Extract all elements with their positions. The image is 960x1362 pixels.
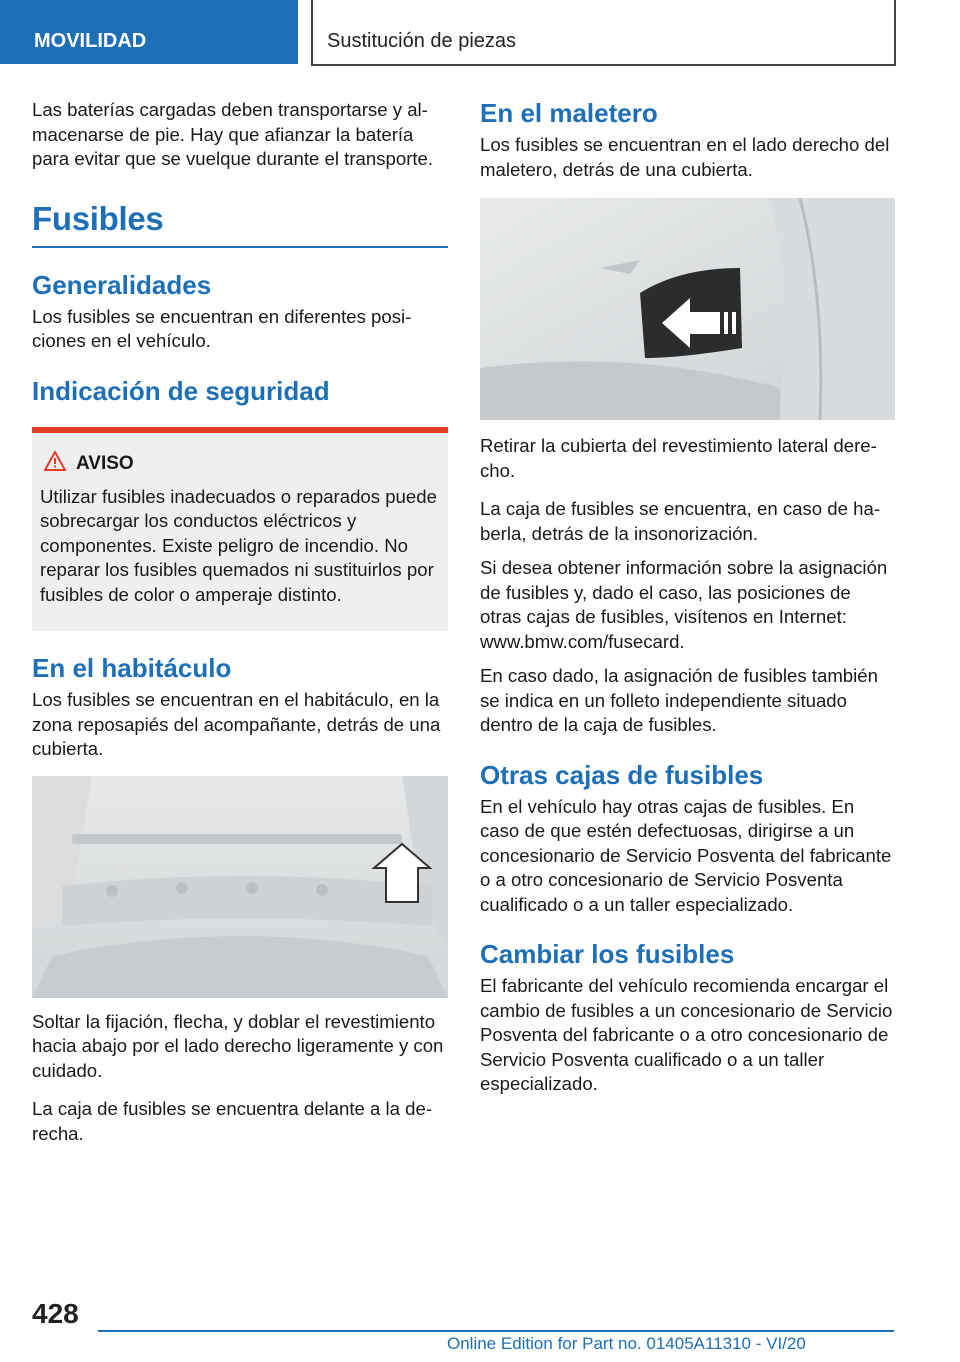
fusibles-heading: Fusibles xyxy=(32,200,448,248)
otras-heading: Otras cajas de fusibles xyxy=(480,759,764,790)
habitaculo-step2: La caja de fusibles se encuentra delante a la derecha. xyxy=(32,1098,433,1144)
warning-text: Utilizar fusibles inadecuados o reparados puede sobrecargar los conductos eléctricos y componentes. Existe peligro de incendio. No reparar los fusibles quemados ni sustituirlos por fusibles de color o amperaje distinto. xyxy=(40,485,437,605)
warning-box xyxy=(32,427,448,632)
warning-triangle-icon xyxy=(44,451,66,477)
cambiar-text: El fabricante del vehículo recomienda encargar el cambio de fusibles a un concesionario de Servicio Posventa del fabricante o a otro concesionario de Servicio Posventa cualificado o a un taller especializado. xyxy=(480,975,893,1094)
footwell-fuse-image xyxy=(32,776,448,998)
warning-header xyxy=(40,451,440,477)
maletero-heading: En el maletero xyxy=(480,98,658,128)
habitaculo-heading: En el habitáculo xyxy=(32,653,232,683)
intro-paragraph: Las baterías cargadas deben transportarse y almacenarse de pie. Hay que afianzar la batería para evitar que se vuelque durante el transporte. xyxy=(32,99,434,169)
topic-tab[interactable]: Sustitución de piezas xyxy=(311,0,896,66)
edition-text: Online Edition for Part no. 01405A11310 - VI/20 xyxy=(447,1334,806,1353)
left-column xyxy=(32,98,448,1156)
page-number: 428 xyxy=(32,1298,79,1329)
otras-text: En el vehículo hay otras cajas de fusibles. En caso de que estén defectuosas, dirigirse a un concesionario de Servicio Posventa del fabricante o a otro concesionario de Servicio Posventa cualificado o a un taller especializado. xyxy=(480,795,892,915)
footer-divider xyxy=(98,1330,894,1332)
section-tab[interactable]: MOVILIDAD xyxy=(0,0,298,64)
right-column xyxy=(480,98,896,1107)
maletero-step2: La caja de fusibles se encuentra, en caso de haberla, detrás de la insonorización. xyxy=(480,498,881,544)
trunk-fuse-image xyxy=(480,198,895,420)
seguridad-heading: Indicación de seguridad xyxy=(32,375,330,406)
habitaculo-step1: Soltar la fijación, flecha, y doblar el revestimiento hacia abajo por el lado derecho ligeramente y con cuidado. xyxy=(32,1010,444,1081)
warning-label: AVISO xyxy=(76,452,134,474)
page-header xyxy=(0,0,960,68)
maletero-info: Si desea obtener información sobre la asignación de fusibles y, dado el caso, las posiciones de otras cajas de fusibles, visítenos en Internet: www.bmw.com/fusecard. xyxy=(480,557,888,652)
habitaculo-text: Los fusibles se encuentran en el habitáculo, en la zona reposapiés del acompañante, detrás de una cubierta. xyxy=(32,689,441,759)
generalidades-text: Los fusibles se encuentran en diferentes posiciones en el vehículo. xyxy=(32,305,412,351)
maletero-step1: Retirar la cubierta del revestimiento lateral derecho. xyxy=(480,435,877,481)
maletero-folleto: En caso dado, la asignación de fusibles también se indica en un folleto independiente situado dentro de la caja de fusibles. xyxy=(480,665,878,735)
generalidades-heading: Generalidades xyxy=(32,269,212,300)
cambiar-heading: Cambiar los fusibles xyxy=(480,939,735,969)
maletero-text: Los fusibles se encuentran en el lado derecho del maletero, detrás de una cubierta. xyxy=(480,134,890,180)
